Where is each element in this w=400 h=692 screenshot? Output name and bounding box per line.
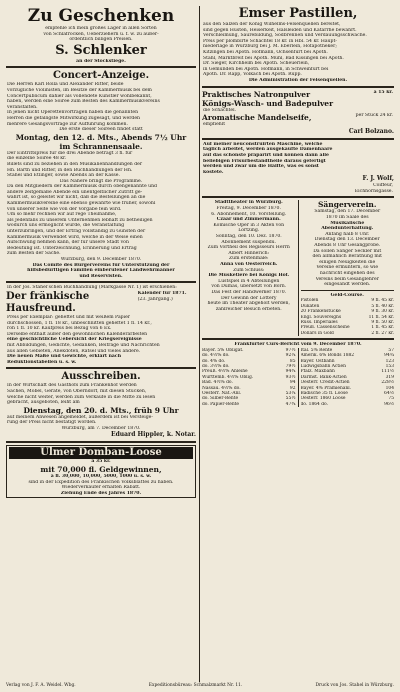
calendar-side	[137, 291, 196, 315]
hair-signature-line: Eichhornsgasse.	[354, 188, 393, 194]
concert-date: Montag, den 12. d. Mts., Abends 7½ Uhr	[15, 132, 187, 142]
market-heading: Geld-Course.	[330, 292, 364, 298]
exchange-col-left	[202, 348, 296, 407]
divider	[301, 290, 395, 291]
auction-text-line: welche nicht weiter, werden zum Verkaufe in die Mitte zu lesen	[7, 394, 156, 400]
choir-text-line: den allmählich Berathung mit	[312, 254, 383, 260]
auction-ad	[6, 371, 196, 439]
gifts-text-line: von Schlafröcken, Ueberziehern u. f. w. zu außer-	[43, 31, 159, 37]
exchange-row: do. Silber-Rente 55½	[202, 396, 296, 402]
auction-text-line: auf meinem Anwesen angemeldet, außerdem ist bei Versteige-	[7, 414, 153, 420]
theatre-text-line: Freitag, 9. December 1870.	[216, 206, 281, 212]
hair-signature-line: Coiffeur,	[373, 183, 393, 189]
calendar-text-line: Reduktionstabellen u. s. w.	[7, 359, 77, 365]
concert-text-line: Concertpublicum dahier als vollendete Künstler wohlbekannt,	[7, 93, 152, 99]
gifts-text-line: empfehle ich mein großes Lager in allen Sorten	[45, 26, 157, 31]
concert-text-line: Da den Mitgliedern der Kammermusik durch obengenannte und	[7, 184, 157, 190]
concert-committee-line: hilfsbedürftigen Familien einberufener Landwehrmänner	[27, 268, 175, 274]
market-row: Russ. Imperiales 9 fl. 50 kr.	[300, 320, 394, 325]
concert-committee-line: und Reservisten.	[79, 273, 123, 279]
concert-text-line: Kammermusikvereine eine ebenso gewährte wie früher, sowohl	[7, 201, 156, 207]
choir-text-line: Anfang halb 8 Uhr.	[325, 231, 370, 237]
choir-ad	[298, 200, 395, 336]
footer-printer: Druck von Jos. Stahel in Würzburg.	[315, 683, 394, 688]
emser-text-line: aus den Salzen der König Wilhelms-Felsenquellen bereitet,	[203, 22, 341, 27]
choir-title: Abendunterhaltung.	[321, 226, 374, 232]
calendar-text-line: Die neuen Maße und Gewichte, erklärt nach	[7, 354, 122, 360]
choir-text-line: einigen Neuigkeiten die	[319, 259, 376, 265]
calendar-text-line: aus allen Gebieten, Anekdoten, Rätsel und vieles andere.	[7, 348, 141, 354]
theatre-text-line: Komische Oper in 3 Akten von	[213, 222, 285, 228]
calendar-text-line: roh 1 fl. 10 kr. Kaufpreis bei Bezug von 6 Ex.	[7, 326, 112, 332]
footer-office: Expeditionsbüreau: Schmalzmarkt Nr. 11.	[148, 683, 243, 688]
market-row: Dukaten 5 fl. 40 kr.	[300, 303, 394, 309]
exchange-row: Bayer. 4% Prämienanl. 104	[300, 385, 394, 391]
choir-text-line: Samstag, den 17. December	[314, 209, 381, 215]
gifts-signature: S. Schlenker	[55, 42, 147, 58]
almond-price: per Stück 24 kr.	[355, 113, 393, 119]
concert-text-line: In jenen nicht Operettenvorträgen haben die genannten	[7, 110, 139, 116]
emser-text-line: Apoth. Dr. Rapp, Volkach bei Apoth. Rupp.	[203, 72, 302, 78]
exchange-row: Oesterr. Credit-Actien 228½	[300, 380, 394, 386]
divider	[6, 441, 196, 443]
emser-text-line: Stahl, Marktbreit bei Apoth. Mühl, Bad Kissingen bei Apoth.	[203, 55, 344, 61]
calendar-text-line: Derselbe enthält außer den gewöhnlichen Kalenderarbeiten	[7, 331, 148, 337]
choir-text-line: Da sollen Sänger Seckler mit	[313, 248, 382, 254]
concert-text-line: die einzelne Soirée 48 kr.	[7, 156, 67, 162]
divider	[202, 86, 394, 88]
theatre-text-line: zahlreicher Besuch erbeten.	[215, 306, 282, 312]
market-row: Engl. Souvereigns 11 fl. 54 kr.	[300, 314, 394, 320]
theatre-text-line: Zum Schluss:	[233, 267, 265, 273]
choir-text-line: Musikalische	[330, 220, 365, 226]
concert-text-line: Um so mehr rechnen wir auf rege Theilnahme,	[7, 212, 117, 218]
exchange-row: Pfälz. Maxbahn 111½	[300, 369, 394, 375]
theatre-text-line: Der Gewinn der Lottery	[220, 295, 277, 301]
market-row: 20 Frankenstücke 9 fl. 30 kr.	[300, 309, 394, 315]
theatre-text-line: Anna von Oesterreich.	[220, 262, 278, 267]
exchange-row: Bayer. 5% Obligat. 97½	[202, 347, 296, 353]
exchange-row: Nassau. 4½% do. 92	[202, 385, 296, 391]
theatre-text-line: Zum erstenmale:	[228, 256, 269, 262]
concert-text-line: währt ist, so geleitet wir nicht, daß die Bestellungen an die	[7, 195, 146, 201]
hair-signature: F. J. Wolf,	[362, 175, 394, 183]
lottery-line: Ziehung Ende des Jahres 1870.	[60, 490, 142, 496]
exchange-row: Darmst. Bank-Actien 319	[300, 374, 394, 380]
concert-heading: Concert-Anzeige.	[52, 70, 150, 82]
emser-ad	[202, 6, 394, 84]
almond-text: empfiehlt	[203, 122, 226, 128]
market-row: Dollars in Gold 2 fl. 27 kr.	[300, 330, 394, 336]
hair-text-line: täglich arbeitet, werden ausgekaufte Damenhaare	[203, 147, 333, 153]
natron-text: die Schachtel.	[203, 107, 237, 113]
natron-price: à 15 kr.	[373, 89, 393, 95]
calendar-title: Der fränkische Hausfreund.	[6, 290, 90, 314]
theatre-text-line: Das Fest der Handwerker 1870.	[211, 289, 287, 295]
concert-text-line: Herren die gefälligste Mitwirkung zugesagt, und werden	[7, 115, 141, 121]
calendar-side-line: Kalender für 1871.	[137, 290, 187, 296]
auction-text-line: In der Wirtschaft des Gasthofs zum Frankenhof werden	[7, 383, 137, 389]
exchange-col-right	[298, 348, 395, 407]
calendar-intro: In der Jos. Stahel'schen Buchhandlung (Markgasse Nr. 1) ist erschienen:	[7, 285, 177, 291]
theatre-ad	[202, 200, 296, 336]
lottery-line: à fl. 30,000, 10,000, 5000, 1000 u. s. w.	[50, 474, 152, 480]
theatre-heading: Stadttheater in Würzburg.	[214, 200, 283, 206]
exchange-heading: Frankfurter Curs-Bericht vom 9. December 1870.	[234, 342, 362, 348]
exchange-row: Bayer. Ostbahn 123	[300, 358, 394, 364]
concert-text-line: Kammermusik verwendet wird, welche in der Weise einen	[7, 234, 143, 240]
auction-text-line: Würzburg, am 7. December 1870.	[61, 425, 141, 431]
choir-heading: Sängerverein.	[318, 200, 377, 210]
concert-place-date: Würzburg, den 9. December 1870.	[60, 257, 142, 262]
theatre-choir-row	[202, 200, 394, 336]
lottery-ad	[6, 445, 196, 498]
footer-publisher: Verlag von J. F. A. Weidel. Wbg.	[6, 683, 76, 688]
calendar-text-line: Preis per Exemplar: geheftet und mit weißem Papier	[7, 314, 131, 320]
market-row: Pistolen 9 fl. 45 kr.	[300, 298, 394, 304]
exchange-row: do. Papier-Rente 47¾	[202, 401, 296, 407]
theatre-text-line: von Dumas, übersetzt von Born.	[211, 284, 287, 290]
choir-text-line: nachricht eingehen des	[319, 271, 375, 276]
concert-text-line: Stahel und Etlinger, sowie Abends an der Kasse.	[7, 173, 120, 179]
exchange-row: Preuß. 4½% Anleihe 94¾	[202, 369, 296, 375]
concert-text-line: Die erste dieser Soireen findet statt	[59, 127, 143, 133]
emser-text-line: sind gegen Husten, Heiserkeit, Halsleiden und Katarrhe bewährt.	[203, 27, 357, 33]
right-column	[202, 6, 394, 682]
choir-text-line: 1870 im Saale des	[325, 215, 369, 221]
concert-text-line: Billets sind zu beziehen in den Musikalienhandlungen der	[7, 161, 143, 167]
choir-text-line: Vereins beim Gesanglehrer	[315, 276, 379, 282]
choir-text-line: Abends 8 Uhr Gesangprobe.	[314, 243, 381, 249]
divider	[202, 196, 394, 198]
auction-text-line: gebracht, ausgeboten, leiht am	[7, 400, 80, 406]
hair-ad	[202, 142, 394, 195]
emser-text-line: Preis per plombirte Schachtel 18 kr. in Hbl. 54 kr. Haupt-	[203, 38, 337, 44]
calendar-side-line: (23. Jahrgang.)	[137, 296, 173, 302]
theatre-text-line: Zum Vortheil des Regisseurs Herrn	[207, 245, 290, 251]
concert-venue: im Schrannensaale.	[59, 141, 143, 151]
emser-text-line: in Gemünden bei Apoth. Hofmann, in Schweinfurt bei	[203, 66, 329, 72]
gifts-ad	[6, 6, 196, 64]
choir-text-line: Dienstag den 13. December	[314, 237, 380, 243]
gifts-address: an der Stockstiege.	[76, 58, 126, 64]
exchange-row: do. 4% do. 85	[202, 358, 296, 364]
theatre-text-line: heute im Theater abgeholt werden,	[207, 301, 290, 307]
natron-heading: Praktisches Natronpulver	[202, 89, 311, 99]
hair-text-line: Auf meiner neuconstruirten Maschine, welche	[203, 141, 323, 147]
concert-text-line: mehrere Gesangsvorträge zur Aufführung kommen.	[7, 121, 128, 127]
concert-text-line: von unserer Seite wie von der Vorgabe fein wird.	[7, 206, 122, 212]
calendar-ad	[6, 285, 196, 365]
divider	[202, 338, 394, 340]
hair-text-line: auf das schönste präparirt und können dann alle	[203, 152, 329, 158]
theatre-text-line: Lortzing.	[238, 228, 260, 234]
concert-text-line: wodurch uns ermöglicht wurde, die Veranstaltung	[7, 223, 125, 229]
exchange-row: Ludwigsbahn Actien 153	[300, 364, 394, 370]
emser-text-line: niederlage in Würzburg bei J. M. Eberlein, Hofapotheker;	[203, 44, 337, 50]
calendar-text-line: durchschossen, 1 fl. 18 kr., unbeschnitten geheftet 1 fl. 14 kr.,	[7, 320, 152, 326]
hair-text-line: beliebigen Frisurbestandtheile daraus gefertigt	[203, 158, 326, 164]
auction-signature: Eduard Hippler, k. Notar.	[111, 431, 196, 439]
concert-text-line: als Jedenfalls zu unserem Unternehmen lebhaft zu betheiligen	[7, 217, 153, 223]
auction-text-line: Sachen, Möbel, Geräte, von Oberndorf, mit diesen Stücken,	[7, 388, 147, 394]
auction-date: Dienstag, den 20. d. Mts., früh 9 Uhr	[23, 405, 179, 415]
emser-text-line: Die Administration der Felsenquellen.	[248, 77, 348, 83]
divider	[6, 367, 196, 369]
concert-text-line: zum Besten der Sache.	[7, 251, 61, 257]
emser-text-line: Verschleimung, Säurebildung, Sodbrennen und Verdauungsschwäche.	[203, 33, 367, 39]
exchange-report	[202, 342, 394, 407]
concert-text-line: unterzubringen, und der Ertrag vollständig zu Gunsten der	[7, 229, 146, 235]
exchange-row: Ital. 5% Rente 57	[300, 347, 394, 353]
concert-text-line: Aufschwung nehmen kann, der für unsere Stadt von	[7, 240, 129, 246]
theatre-text-line: 6. Abonnement, 10. Vorstellung.	[211, 211, 287, 217]
left-column	[6, 6, 200, 682]
gifts-heading: Zu Geschenken	[27, 6, 175, 26]
exchange-row: do. 3½% do. 79½	[202, 364, 296, 370]
exchange-row: Bad. 4½% do. 94	[202, 380, 296, 386]
hair-text-line: kostete.	[203, 169, 224, 175]
natron-sub: Königs-Wasch- und Badepulver	[202, 98, 334, 108]
theatre-text-line: Sonntag, den 10. Dez. 1870.	[215, 234, 282, 240]
calendar-text-line: mit Abbildungen, Gedichte, Gedanken, Beiträge und Nachrichten	[7, 342, 160, 348]
concert-text-line: Das Nähere bringt die Programme.	[59, 178, 143, 184]
concert-ad	[6, 70, 196, 279]
divider	[6, 281, 196, 283]
hair-text-line: werden und zwar um die Hälfte, was es sonst	[203, 164, 319, 170]
calendar-text-line: eine geschichtliche Uebersicht der Kriegsereignisse	[7, 337, 142, 343]
theatre-text-line: Albert Hinnerich:	[228, 250, 270, 256]
market-row: Preuß. Cassenscheine 1 fl. 45 kr.	[300, 325, 394, 331]
concert-committee-line: Das Comité des Bürgervereins für Unterstützung der	[32, 262, 170, 268]
lottery-line: sind in der Expedition des Fränkischen Volksblattes zu haben.	[28, 479, 174, 485]
exchange-row: do. 4½% do. 92¼	[202, 353, 296, 359]
concert-text-line: Die Herren Karl Rolla und Alexander Ritter, beide	[7, 82, 124, 88]
concert-text-line: vorzügliche Violinisten, im Besitze der Kammermusik bei dem	[7, 87, 152, 93]
theatre-text-line: Czaar und Zimmermann.	[216, 217, 281, 223]
exchange-row: Oesterr. Nat.-Anl. 53¼	[202, 391, 296, 397]
gifts-text-line: ordentlich billigen Preisen.	[69, 37, 133, 43]
exchange-row: Oesterr. 1860 Loose 75	[300, 396, 394, 402]
auction-heading: Ausschreiben.	[61, 371, 141, 383]
page-footer	[6, 683, 394, 689]
divider	[6, 66, 196, 68]
theatre-text-line: Lustspiel in 4 Abteilungen	[218, 278, 280, 284]
concert-text-line: andere zeitgemäße Abende ein unentgeltlicher Zutritt ge-	[7, 189, 143, 195]
choir-text-line: Vereine ermuntern, so wie	[316, 265, 379, 271]
emser-text-line: Dr. Sieger, Kirchheim bei Apoth. Scheuerlein,	[203, 61, 310, 67]
almond-signature: Carl Bolzano.	[348, 127, 394, 135]
concert-text-line: Der Eintrittspreis für die drei Abende beträgt 3 fl. für	[7, 150, 133, 156]
concert-text-line: haben, werden eine Soirée zum Besten des Kammermusikvereins	[7, 99, 160, 105]
theatre-text-line: Abonnement suspendu.	[221, 239, 277, 245]
divider	[202, 138, 394, 140]
exchange-row: do. 1864 do. 96½	[300, 401, 394, 407]
theatre-text-line: Die Musketiere bei Königs Hof.	[208, 273, 290, 279]
almond-heading: Aromatische Mandelseife,	[202, 113, 312, 123]
choir-text-line: eingesandt werden.	[324, 282, 371, 288]
concert-text-line: veranstalten.	[7, 104, 38, 110]
lottery-title: Ulmer Domban-Loose	[9, 447, 193, 459]
lottery-line: mit 70,000 fl. Geldgewinnen,	[40, 465, 162, 475]
concert-text-line: Bedeutung ist. Unterzeichnung, Erinnerung und Ertrag	[7, 245, 137, 251]
natron-ad	[202, 90, 394, 136]
exchange-row: Württemb. 4½% Oblig. 93½	[202, 374, 296, 380]
emser-heading: Emser Pastillen,	[238, 6, 358, 21]
lottery-line: Wiederverkäufer erhalten Rabatt.	[61, 485, 141, 491]
calendar-title-row	[6, 291, 196, 315]
emser-text-line: Kitzingen bei Apoth. Hofmann, Ochsenfurt bei Apoth.	[203, 49, 328, 55]
lottery-price: à 35 kr.	[91, 459, 111, 465]
exchange-row: Amerik. 6% Bonds 1882 94¾	[300, 353, 394, 359]
auction-text-line: rung der Preis nicht bestätigt worden.	[7, 420, 97, 426]
exchange-row: Badische 35 fl. Loose 64½	[300, 391, 394, 397]
concert-text-line: Hh. Barth und Ritter, in den Buchhandlungen der Hh.	[7, 167, 133, 173]
